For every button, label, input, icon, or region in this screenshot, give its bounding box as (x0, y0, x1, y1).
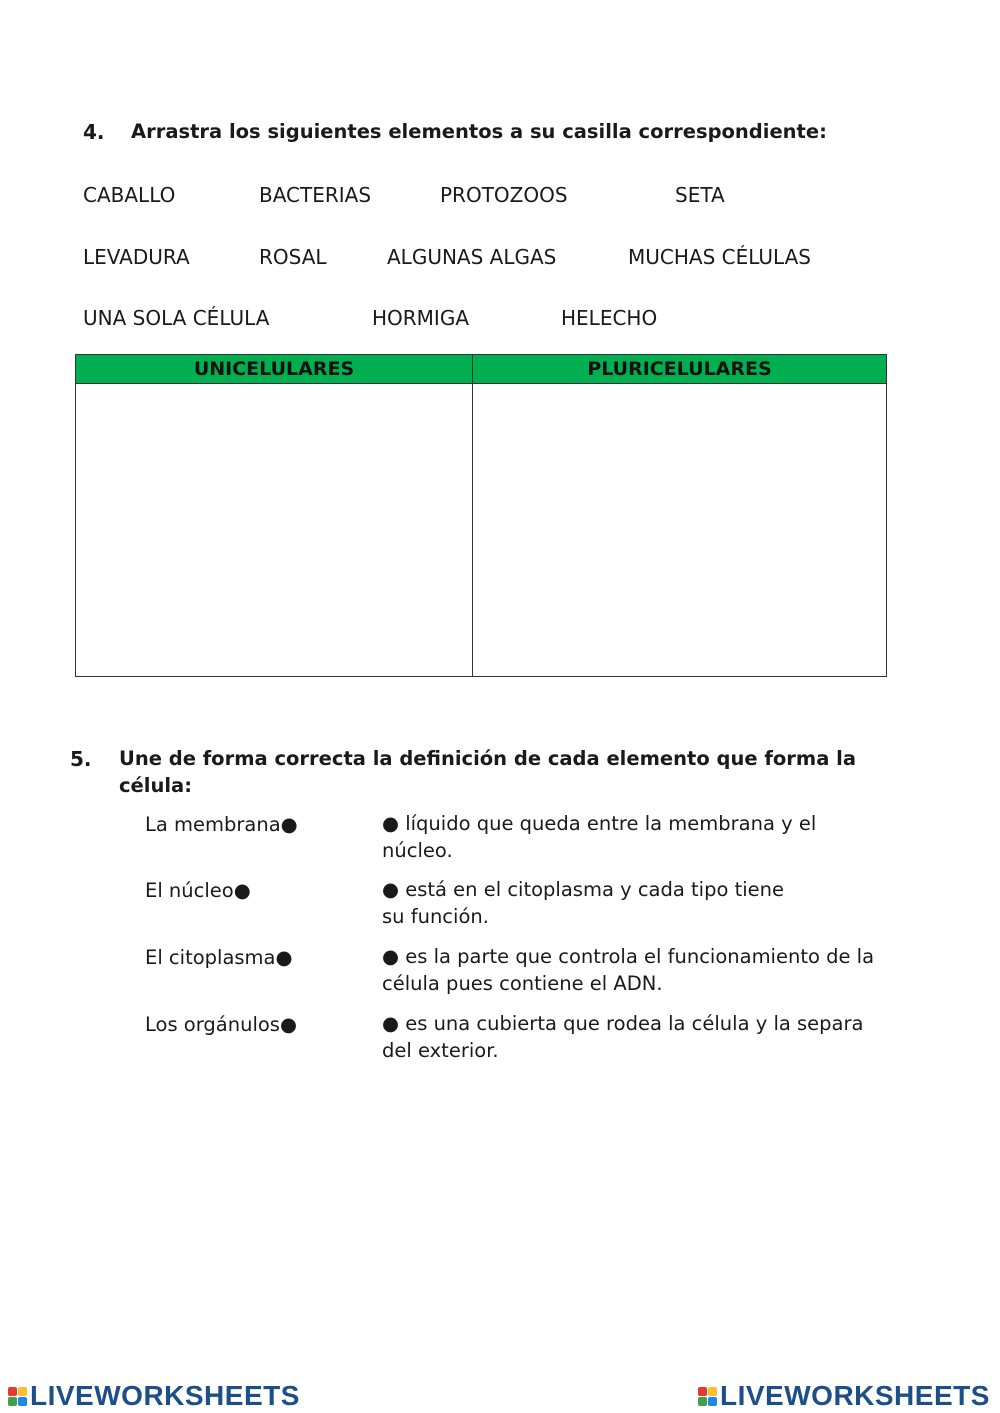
drag-word-una-sola-celula[interactable]: UNA SOLA CÉLULA (83, 306, 270, 330)
definition-1-line1: ● líquido que queda entre la membrana y el (382, 812, 817, 835)
drag-word-rosal[interactable]: ROSAL (259, 245, 327, 269)
drag-word-algunas-algas[interactable]: ALGUNAS ALGAS (387, 245, 557, 269)
column-divider (472, 355, 473, 676)
brand-text-right: LIVEWORKSHEETS (720, 1380, 990, 1411)
drop-zone-unicelulares[interactable] (76, 384, 472, 676)
match-term-organulos[interactable]: Los orgánulos● (145, 1013, 297, 1036)
match-definition-4[interactable] (382, 1010, 892, 1064)
match-definition-3[interactable] (382, 943, 892, 997)
liveworksheets-mark-icon (8, 1387, 27, 1406)
match-term-citoplasma[interactable]: El citoplasma● (145, 946, 293, 969)
header-unicelulares: UNICELULARES (76, 355, 472, 384)
question-5-number: 5. (70, 747, 92, 771)
question-5-prompt-line2: célula: (119, 774, 192, 797)
definition-4-line1: ● es una cubierta que rodea la célula y la separa (382, 1012, 864, 1035)
liveworksheets-mark-icon (698, 1387, 717, 1406)
drag-word-helecho[interactable]: HELECHO (561, 306, 658, 330)
drag-word-muchas-celulas[interactable]: MUCHAS CÉLULAS (628, 245, 811, 269)
drop-zone-pluricelulares[interactable] (473, 384, 886, 676)
definition-2-line1: ● está en el citoplasma y cada tipo tiene (382, 878, 785, 901)
definition-2-line2: su función. (382, 905, 489, 928)
question-4-prompt: Arrastra los siguientes elementos a su casilla correspondiente: (131, 120, 827, 143)
drag-word-seta[interactable]: SETA (675, 183, 725, 207)
drag-word-caballo[interactable]: CABALLO (83, 183, 176, 207)
liveworksheets-logo-left (8, 1380, 300, 1412)
match-definition-1[interactable] (382, 810, 892, 864)
definition-1-line2: núcleo. (382, 839, 453, 862)
header-pluricelulares: PLURICELULARES (473, 355, 886, 384)
drag-word-bacterias[interactable]: BACTERIAS (259, 183, 372, 207)
drag-word-protozoos[interactable]: PROTOZOOS (440, 183, 568, 207)
drag-word-hormiga[interactable]: HORMIGA (372, 306, 470, 330)
sorting-table (75, 354, 887, 677)
match-definition-2[interactable] (382, 876, 892, 930)
question-4-number: 4. (83, 120, 105, 144)
brand-text-left: LIVEWORKSHEETS (30, 1380, 300, 1411)
question-5-prompt-line1: Une de forma correcta la definición de cada elemento que forma la (119, 747, 856, 770)
definition-3-line1: ● es la parte que controla el funcionamiento de la (382, 945, 875, 968)
match-term-nucleo[interactable]: El núcleo● (145, 879, 251, 902)
liveworksheets-logo-right (698, 1380, 990, 1412)
match-term-membrana[interactable]: La membrana● (145, 813, 298, 836)
definition-4-line2: del exterior. (382, 1039, 499, 1062)
definition-3-line2: célula pues contiene el ADN. (382, 972, 663, 995)
drag-word-levadura[interactable]: LEVADURA (83, 245, 190, 269)
